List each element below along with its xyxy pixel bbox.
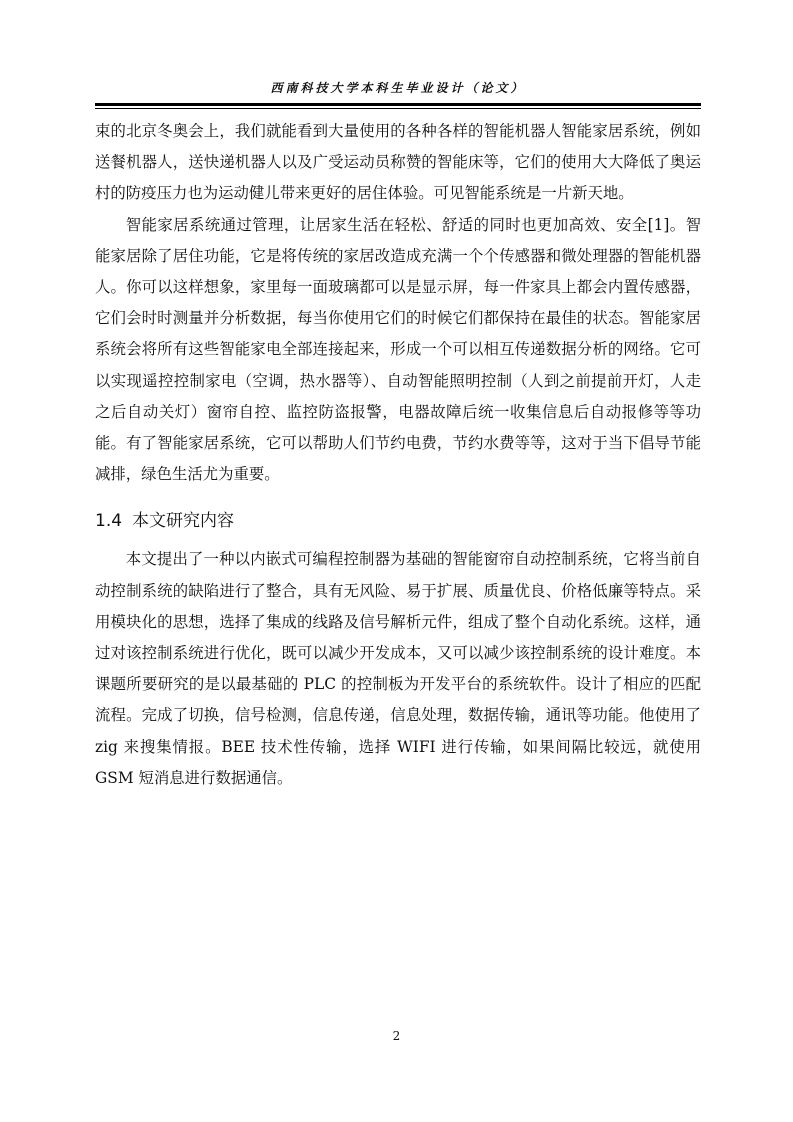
paragraph-smart-home: 智能家居系统通过管理，让居家生活在轻松、舒适的同时也更加高效、安全[1]。智能家居除了居住功能，它是将传统的家居改造成充满一个个传感器和微处理器的智能机器人。你可以这样想象，家里每一面玻璃都可以是显示屏，每一件家具上都会内置传感器，它们会时时测量并分析数据，每当你使用它们的时候它们都保持在最佳的状态。智能家居系统会将所有这些智能家电全部连接起来，形成一个可以相互传递数据分析的网络。它可以实现遥控控制家电（空调，热水器等）、自动智能照明控制（人到之前提前开灯，人走之后自动关灯）窗帘自控、监控防盗报警，电器故障后统一收集信息后自动报修等等功能。有了智能家居系统，它可以帮助人们节约电费，节约水费等等，这对于当下倡导节能减排，绿色生活尤为重要。 <box>95 215 701 484</box>
header-rule-thin <box>95 108 701 109</box>
body-content <box>95 116 701 794</box>
running-header-title: 西南科技大学本科生毕业设计（论文） <box>270 81 526 95</box>
header-rule-thick <box>95 103 701 106</box>
paragraph-continuation: 束的北京冬奥会上，我们就能看到大量使用的各种各样的智能机器人智能家居系统，例如送餐机器人，送快递机器人以及广受运动员称赞的智能床等，它们的使用大大降低了奥运村的防疫压力也为运动健儿带来更好的居住体验。可见智能系统是一片新天地。 <box>95 122 701 203</box>
section-heading <box>95 507 701 535</box>
section-title: 本文研究内容 <box>132 511 235 532</box>
section-number: 1.4 <box>95 511 123 532</box>
page-number: 2 <box>392 1029 401 1043</box>
paragraph-research-content: 本文提出了一种以内嵌式可编程控制器为基础的智能窗帘自动控制系统，它将当前自动控制系统的缺陷进行了整合，具有无风险、易于扩展、质量优良、价格低廉等特点。采用模块化的思想，选择了集成的线路及信号解析元件，组成了整个自动化系统。这样，通过对该控制系统进行优化，既可以减少开发成本，又可以减少该控制系统的设计难度。本课题所要研究的是以最基础的 PLC 的控制板为开发平台的系统软件。设计了相应的匹配流程。完成了切换，信号检测，信息传递，信息处理，数据传输，通讯等功能。他使用了 zig 来搜集情报。BEE 技术性传输，选择 WIFI 进行传输，如果间隔比较远，就使用 GSM 短消息进行数据通信。 <box>95 550 701 787</box>
